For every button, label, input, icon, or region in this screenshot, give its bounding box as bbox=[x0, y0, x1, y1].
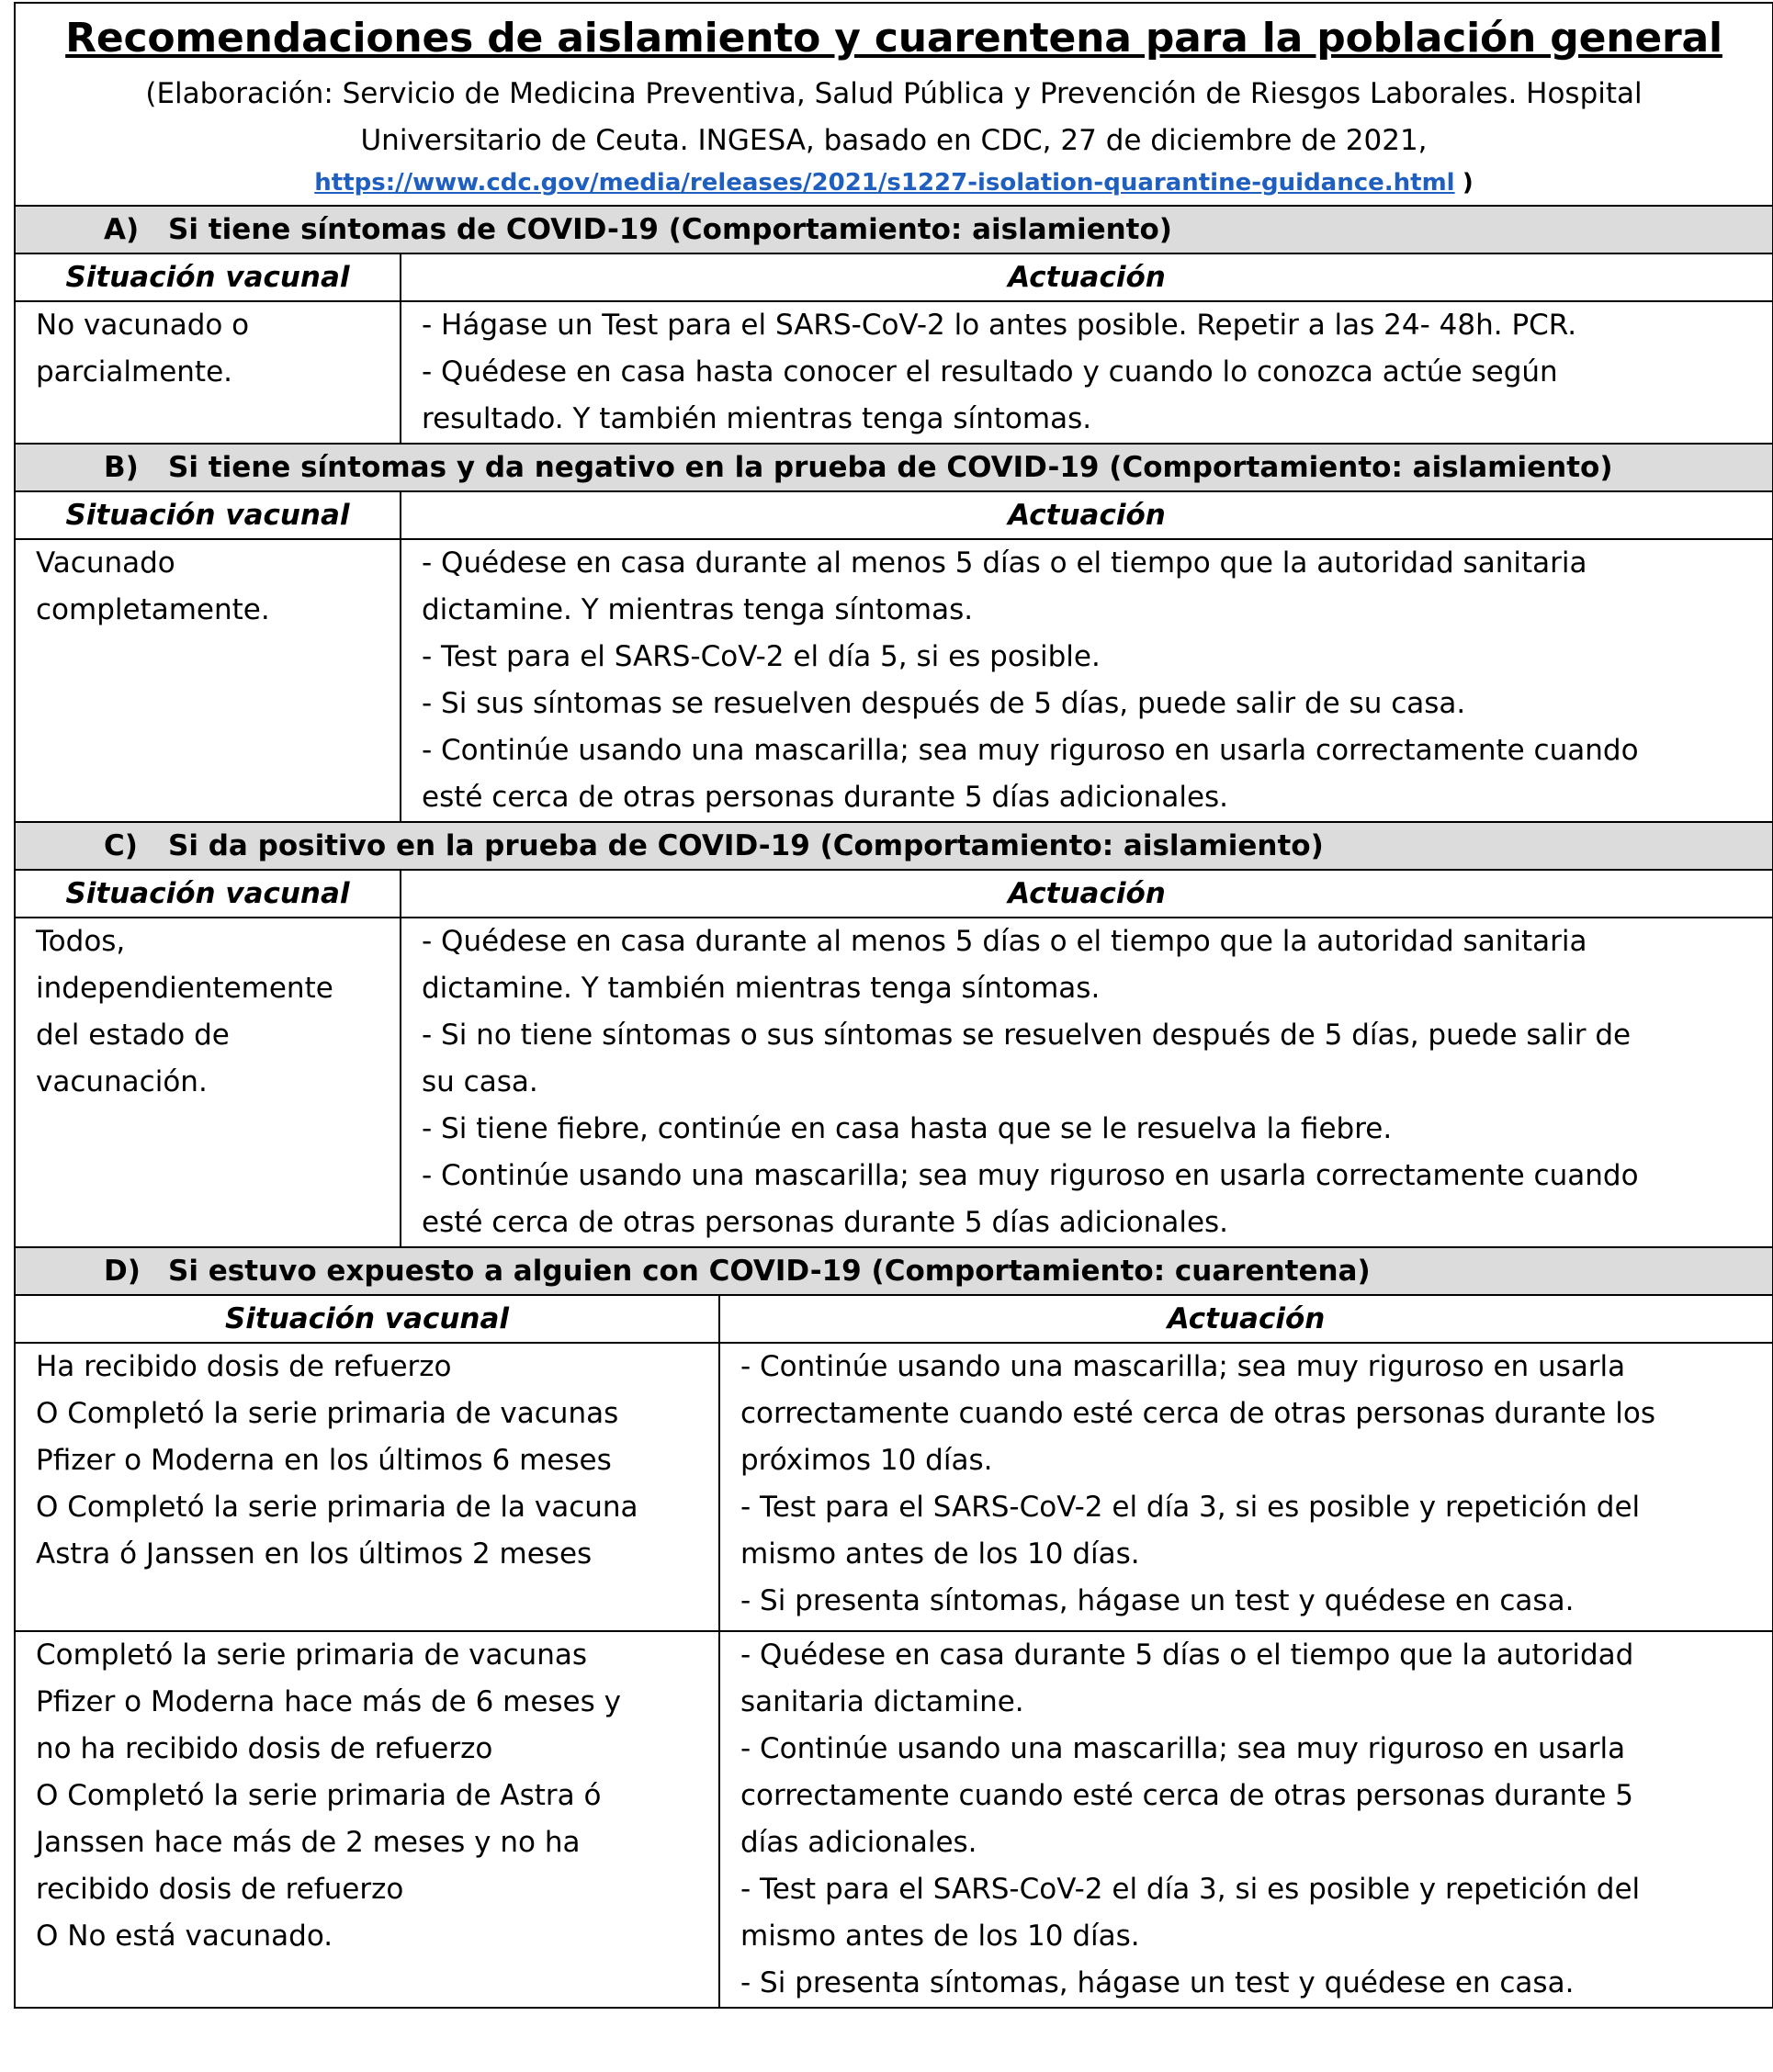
text-line: - Test para el SARS-CoV-2 el día 5, si es posible. bbox=[422, 640, 1101, 673]
section-a-actuacion bbox=[401, 301, 1773, 444]
section-c-situacion bbox=[15, 918, 401, 1247]
section-d-row-2 bbox=[15, 1631, 1773, 2008]
text-line: - Hágase un Test para el SARS-CoV-2 lo antes posible. Repetir a las 24- 48h. PCR. bbox=[422, 309, 1577, 342]
text-line: O No está vacunado. bbox=[36, 1920, 333, 1953]
text-line: completamente. bbox=[36, 593, 270, 626]
text-line: resultado. Y también mientras tenga síntomas. bbox=[422, 402, 1092, 435]
text-line: del estado de bbox=[36, 1019, 230, 1052]
text-line: sanitaria dictamine. bbox=[740, 1685, 1024, 1718]
section-a-row bbox=[15, 301, 1773, 444]
document-title: Recomendaciones de aislamiento y cuarentena para la población general bbox=[65, 15, 1722, 62]
section-c-header bbox=[15, 822, 1773, 870]
section-b-actuacion bbox=[401, 539, 1773, 822]
text-line: vacunación. bbox=[36, 1065, 208, 1098]
text-line: - Continúe usando una mascarilla; sea muy riguroso en usarla correctamente cuando bbox=[422, 1159, 1639, 1192]
section-c-title: Si da positivo en la prueba de COVID-19 (Comportamiento: aislamiento) bbox=[168, 829, 1324, 862]
text-line: dictamine. Y también mientras tenga síntomas. bbox=[422, 972, 1101, 1005]
section-d-header bbox=[15, 1247, 1773, 1295]
section-b-title: Si tiene síntomas y da negativo en la prueba de COVID-19 (Comportamiento: aislamiento) bbox=[168, 451, 1613, 484]
section-b-col-header-actuacion: Actuación bbox=[401, 491, 1773, 539]
text-line: independientemente bbox=[36, 972, 333, 1005]
text-line: Pfizer o Moderna hace más de 6 meses y bbox=[36, 1685, 621, 1718]
section-d-row-2-situacion bbox=[15, 1631, 719, 2008]
section-c-row bbox=[15, 918, 1773, 1247]
closing-parenthesis: ) bbox=[1462, 169, 1474, 197]
text-line: - Quédese en casa durante 5 días o el tiempo que la autoridad bbox=[740, 1638, 1634, 1672]
document-page bbox=[14, 2, 1772, 2009]
section-b-header bbox=[15, 444, 1773, 491]
text-line: - Si sus síntomas se resuelven después de 5 días, puede salir de su casa. bbox=[422, 687, 1466, 720]
text-line: - Si no tiene síntomas o sus síntomas se resuelven después de 5 días, puede salir de bbox=[422, 1019, 1632, 1052]
text-line: Ha recibido dosis de refuerzo bbox=[36, 1350, 452, 1383]
section-d-row-2-actuacion bbox=[719, 1631, 1773, 2008]
document-subtitle-line-1: (Elaboración: Servicio de Medicina Preventiva, Salud Pública y Prevención de Riesgos Laborales. Hospital bbox=[145, 77, 1643, 110]
text-line: no ha recibido dosis de refuerzo bbox=[36, 1732, 493, 1765]
text-line: O Completó la serie primaria de Astra ó bbox=[36, 1779, 602, 1812]
text-line: Pfizer o Moderna en los últimos 6 meses bbox=[36, 1444, 612, 1477]
section-c-col-header-actuacion: Actuación bbox=[401, 870, 1773, 918]
text-line: - Continúe usando una mascarilla; sea muy riguroso en usarla correctamente cuando bbox=[422, 734, 1639, 767]
text-line: mismo antes de los 10 días. bbox=[740, 1920, 1140, 1953]
section-c-letter: C) bbox=[104, 829, 138, 862]
text-line: recibido dosis de refuerzo bbox=[36, 1873, 404, 1906]
text-line: O Completó la serie primaria de la vacuna bbox=[36, 1491, 638, 1524]
text-line: dictamine. Y mientras tenga síntomas. bbox=[422, 593, 974, 626]
text-line: días adicionales. bbox=[740, 1826, 977, 1859]
section-a-col-header-situacion: Situación vacunal bbox=[15, 253, 401, 301]
text-line: O Completó la serie primaria de vacunas bbox=[36, 1397, 619, 1430]
section-d-col-header-situacion: Situación vacunal bbox=[15, 1295, 719, 1343]
text-line: - Continúe usando una mascarilla; sea muy riguroso en usarla bbox=[740, 1732, 1626, 1765]
recommendations-table bbox=[14, 2, 1773, 2009]
text-line: No vacunado o bbox=[36, 309, 250, 342]
text-line: parcialmente. bbox=[36, 355, 233, 388]
text-line: - Quédese en casa durante al menos 5 días o el tiempo que la autoridad sanitaria bbox=[422, 925, 1587, 958]
text-line: esté cerca de otras personas durante 5 días adicionales. bbox=[422, 1206, 1229, 1239]
section-a-letter: A) bbox=[104, 213, 140, 246]
document-subtitle-line-2: Universitario de Ceuta. INGESA, basado en CDC, 27 de diciembre de 2021, bbox=[360, 124, 1428, 157]
text-line: - Quédese en casa hasta conocer el resultado y cuando lo conozca actúe según bbox=[422, 355, 1558, 388]
section-d-row-1-situacion bbox=[15, 1343, 719, 1631]
section-d-title: Si estuvo expuesto a alguien con COVID-19 (Comportamiento: cuarentena) bbox=[168, 1255, 1371, 1288]
text-line: mismo antes de los 10 días. bbox=[740, 1537, 1140, 1571]
text-line: correctamente cuando esté cerca de otras personas durante 5 bbox=[740, 1779, 1634, 1812]
section-d-col-header-actuacion: Actuación bbox=[719, 1295, 1773, 1343]
text-line: Janssen hace más de 2 meses y no ha bbox=[36, 1826, 581, 1859]
section-a-col-header-actuacion: Actuación bbox=[401, 253, 1773, 301]
text-line: - Quédese en casa durante al menos 5 días o el tiempo que la autoridad sanitaria bbox=[422, 546, 1587, 580]
section-b-letter: B) bbox=[104, 451, 139, 484]
section-c-actuacion bbox=[401, 918, 1773, 1247]
section-d-row-1-actuacion bbox=[719, 1343, 1773, 1631]
text-line: próximos 10 días. bbox=[740, 1444, 993, 1477]
section-a-header bbox=[15, 206, 1773, 253]
section-d-letter: D) bbox=[104, 1255, 141, 1288]
text-line: - Continúe usando una mascarilla; sea muy riguroso en usarla bbox=[740, 1350, 1626, 1383]
text-line: esté cerca de otras personas durante 5 días adicionales. bbox=[422, 781, 1229, 814]
section-c-col-header-situacion: Situación vacunal bbox=[15, 870, 401, 918]
text-line: - Si tiene fiebre, continúe en casa hasta que se le resuelva la fiebre. bbox=[422, 1112, 1393, 1145]
cdc-source-link[interactable]: https://www.cdc.gov/media/releases/2021/s1227-isolation-quarantine-guidance.html bbox=[314, 169, 1455, 197]
section-b-col-header-situacion: Situación vacunal bbox=[15, 491, 401, 539]
text-line: - Si presenta síntomas, hágase un test y quédese en casa. bbox=[740, 1966, 1575, 1999]
section-a-title: Si tiene síntomas de COVID-19 (Comportamiento: aislamiento) bbox=[168, 213, 1172, 246]
source-line bbox=[32, 164, 1756, 201]
section-a-situacion bbox=[15, 301, 401, 444]
text-line: - Si presenta síntomas, hágase un test y quédese en casa. bbox=[740, 1584, 1575, 1617]
section-d-row-1 bbox=[15, 1343, 1773, 1631]
text-line: Completó la serie primaria de vacunas bbox=[36, 1638, 587, 1672]
text-line: - Test para el SARS-CoV-2 el día 3, si es posible y repetición del bbox=[740, 1491, 1641, 1524]
text-line: Vacunado bbox=[36, 546, 175, 580]
text-line: correctamente cuando esté cerca de otras personas durante los bbox=[740, 1397, 1656, 1430]
section-b-situacion bbox=[15, 539, 401, 822]
text-line: Todos, bbox=[36, 925, 126, 958]
document-header bbox=[15, 3, 1773, 206]
section-b-row bbox=[15, 539, 1773, 822]
text-line: Astra ó Janssen en los últimos 2 meses bbox=[36, 1537, 593, 1571]
text-line: - Test para el SARS-CoV-2 el día 3, si es posible y repetición del bbox=[740, 1873, 1641, 1906]
text-line: su casa. bbox=[422, 1065, 538, 1098]
